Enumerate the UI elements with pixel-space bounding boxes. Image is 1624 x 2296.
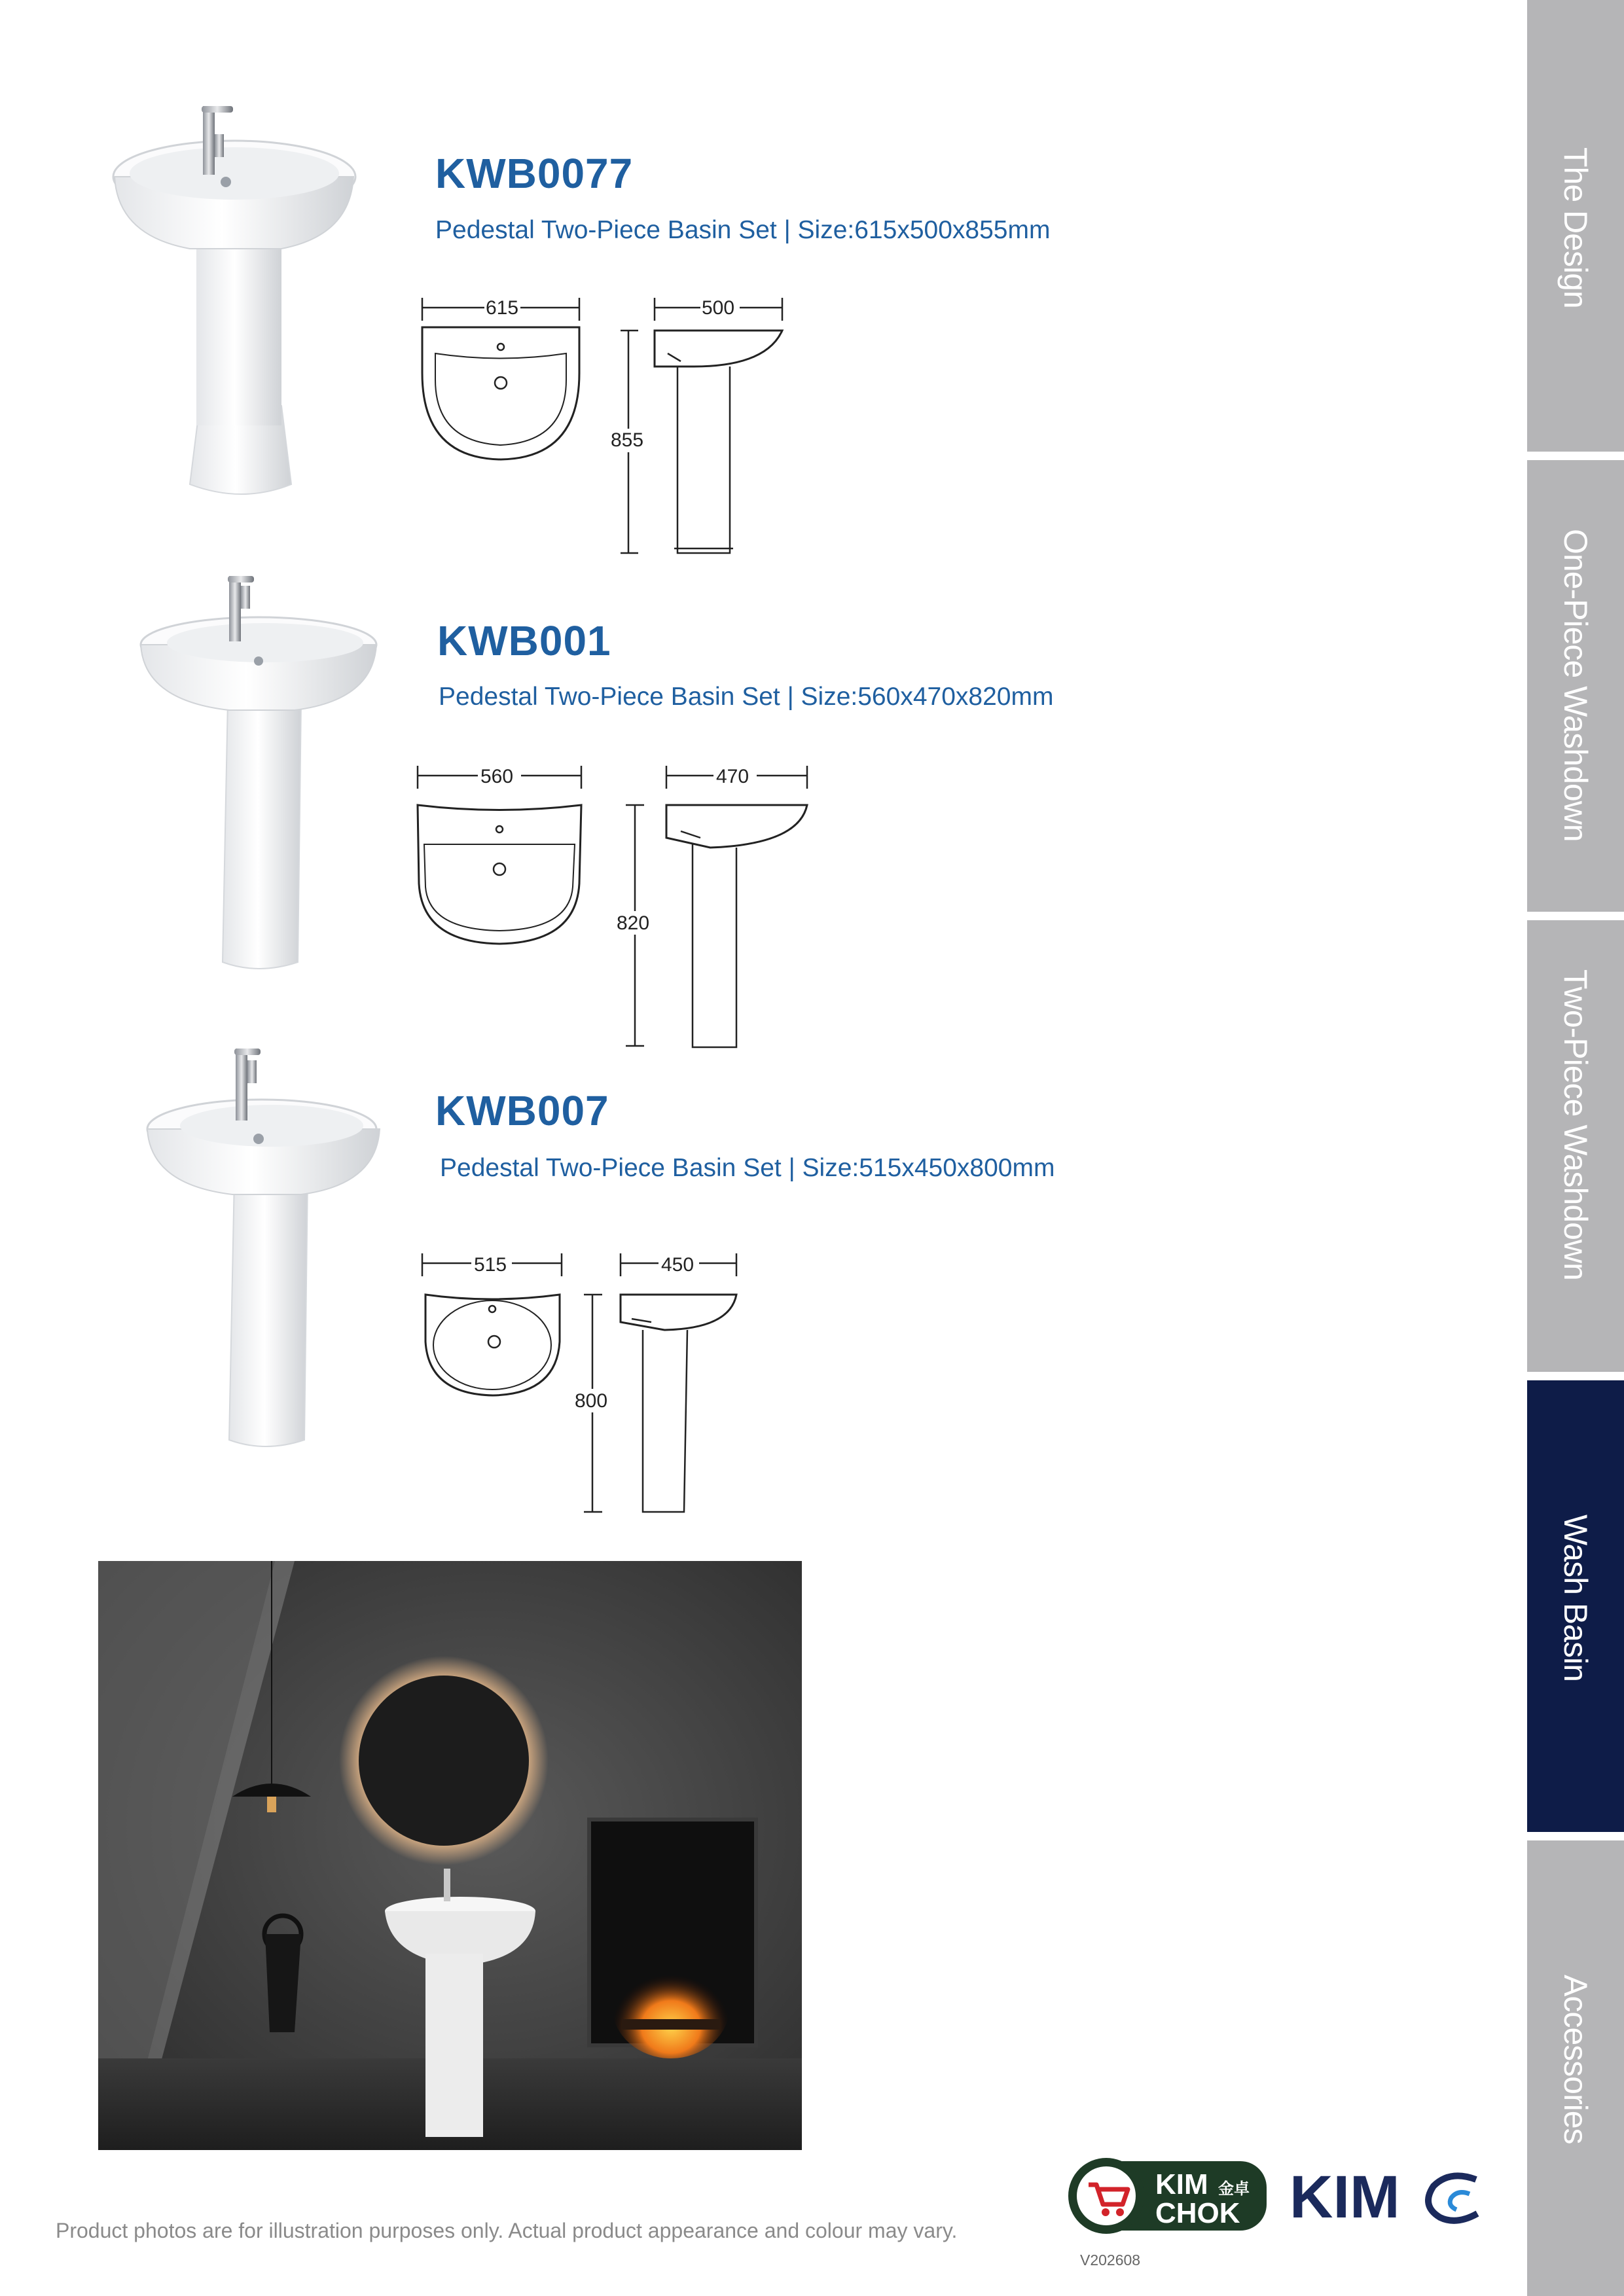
kim-text: KIM [1290,2164,1400,2231]
tab-label: Wash Basin [1557,1515,1594,1681]
dimension-drawing-kwb007 [412,1244,753,1518]
dim-width: 615 [486,297,519,319]
product-photo-kwb007 [137,1041,393,1453]
product-description: Pedestal Two-Piece Basin Set | Size:560x470x820mm [439,683,1054,711]
dim-depth: 450 [661,1254,695,1276]
product-code: KWB0077 [435,150,634,197]
product-description: Pedestal Two-Piece Basin Set | Size:515x450x800mm [440,1154,1055,1182]
tab-the-design[interactable] [1527,0,1624,452]
dimension-drawing-kwb001 [412,759,818,1054]
kimchok-text-2: CHOK [1155,2197,1240,2229]
tab-label: Two-Piece Washdown [1557,969,1594,1280]
dim-width: 560 [480,766,514,787]
lifestyle-bathroom-photo [98,1561,802,2150]
kimchok-logo [1064,2153,1273,2238]
tab-label: Accessories [1557,1975,1594,2144]
kimchok-text-1: KIM [1155,2168,1208,2200]
version-code: V202608 [1080,2251,1141,2269]
tab-wash-basin[interactable] [1527,1380,1624,1832]
tab-one-piece-washdown[interactable] [1527,460,1624,912]
dim-height: 855 [611,429,644,451]
tab-label: The Design [1557,147,1594,308]
dim-depth: 470 [716,766,749,787]
tab-two-piece-washdown[interactable] [1527,920,1624,1372]
product-code: KWB007 [435,1087,609,1134]
dimension-drawing-kwb0077 [412,288,805,563]
product-photo-kwb001 [131,569,386,975]
kimchok-chinese: 金卓 [1218,2179,1250,2198]
dim-depth: 500 [702,297,735,319]
tab-accessories[interactable] [1527,1840,1624,2296]
kim-logo [1286,2160,1489,2232]
tab-label: One-Piece Washdown [1557,529,1594,842]
disclaimer-text: Product photos are for illustration purposes only. Actual product appearance and colour may vary. [56,2219,958,2242]
product-code: KWB001 [437,617,611,664]
dim-width: 515 [474,1254,507,1276]
dim-height: 820 [617,912,650,934]
product-photo-kwb0077 [92,98,367,517]
product-description: Pedestal Two-Piece Basin Set | Size:615x500x855mm [435,216,1051,244]
dim-height: 800 [575,1390,608,1412]
